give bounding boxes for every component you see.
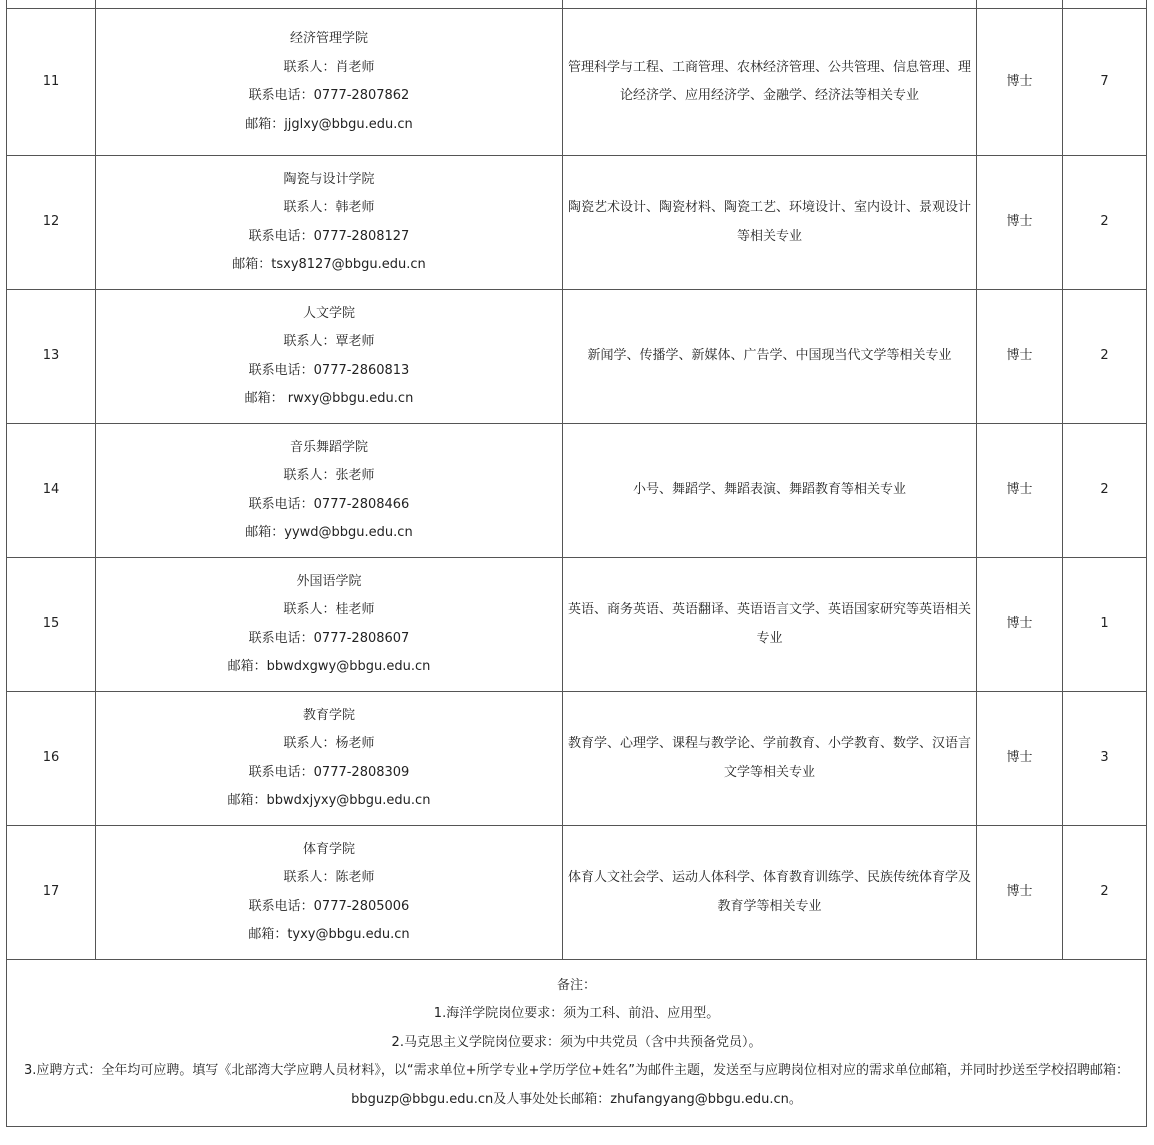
unit-contact-cell [96, 156, 563, 290]
degree-cell: 博士 [977, 558, 1063, 692]
note-line: 2.马克思主义学院岗位要求：须为中共党员（含中共预备党员）。 [391, 1034, 762, 1050]
contact-email: 邮箱：jjglxy@bbgu.edu.cn [245, 116, 413, 132]
contact-phone: 联系电话：0777-2808607 [248, 630, 410, 646]
contact-person: 联系人：桂老师 [283, 602, 375, 617]
headcount-cell: 2 [1063, 290, 1147, 424]
unit-contact-cell [96, 558, 563, 692]
table-row [7, 424, 1147, 558]
row-number: 15 [7, 558, 96, 692]
majors-cell: 陶瓷艺术设计、陶瓷材料、陶瓷工艺、环境设计、室内设计、景观设计等相关专业 [563, 156, 977, 290]
unit-contact-cell [96, 9, 563, 156]
headcount-cell: 2 [1063, 156, 1147, 290]
degree-cell: 博士 [977, 9, 1063, 156]
contact-email: 邮箱：tsxy8127@bbgu.edu.cn [232, 257, 426, 272]
row-number: 16 [7, 692, 96, 826]
notes-title: 备注： [556, 977, 596, 993]
note-line: 1.海洋学院岗位要求：须为工科、前沿、应用型。 [433, 1006, 720, 1022]
unit-name: 陶瓷与设计学院 [283, 171, 375, 187]
contact-person: 联系人：肖老师 [283, 59, 375, 75]
table-row-stub [7, 0, 1147, 9]
row-number: 13 [7, 290, 96, 424]
notes-row [7, 960, 1147, 1127]
row-number: 11 [7, 9, 96, 156]
row-number: 17 [7, 826, 96, 960]
unit-contact-cell [96, 826, 563, 960]
notes-cell [7, 960, 1147, 1127]
contact-email: 邮箱：bbwdxgwy@bbgu.edu.cn [227, 659, 431, 674]
table-row [7, 156, 1147, 290]
unit-name: 经济管理学院 [289, 31, 368, 46]
contact-phone: 联系电话：0777-2807862 [248, 88, 410, 103]
contact-phone: 联系电话：0777-2860813 [248, 362, 410, 378]
headcount-cell: 2 [1063, 424, 1147, 558]
contact-email: 邮箱：yywd@bbgu.edu.cn [245, 525, 413, 540]
contact-person: 联系人：覃老师 [283, 334, 375, 349]
degree-cell: 博士 [977, 692, 1063, 826]
headcount-cell: 1 [1063, 558, 1147, 692]
majors-cell: 教育学、心理学、课程与教学论、学前教育、小学教育、数学、汉语言文学等相关专业 [563, 692, 977, 826]
degree-cell: 博士 [977, 424, 1063, 558]
table-row [7, 692, 1147, 826]
contact-phone: 联系电话：0777-2805006 [248, 898, 410, 914]
contact-email: 邮箱： rwxy@bbgu.edu.cn [244, 391, 414, 406]
table-row [7, 558, 1147, 692]
unit-name: 外国语学院 [296, 573, 362, 589]
contact-person: 联系人：张老师 [283, 468, 375, 483]
contact-person: 联系人：杨老师 [283, 736, 375, 751]
degree-cell: 博士 [977, 156, 1063, 290]
unit-name: 人文学院 [302, 305, 355, 321]
majors-cell: 体育人文社会学、运动人体科学、体育教育训练学、民族传统体育学及教育学等相关专业 [563, 826, 977, 960]
contact-email: 邮箱：bbwdxjyxy@bbgu.edu.cn [227, 793, 431, 808]
headcount-cell: 3 [1063, 692, 1147, 826]
majors-cell: 新闻学、传播学、新媒体、广告学、中国现当代文学等相关专业 [563, 290, 977, 424]
degree-cell: 博士 [977, 290, 1063, 424]
unit-name: 体育学院 [302, 841, 355, 857]
unit-name: 教育学院 [302, 707, 355, 723]
contact-phone: 联系电话：0777-2808127 [248, 228, 410, 244]
contact-person: 联系人：陈老师 [283, 870, 375, 885]
unit-contact-cell [96, 424, 563, 558]
unit-name: 音乐舞蹈学院 [289, 439, 368, 455]
unit-contact-cell [96, 692, 563, 826]
contact-phone: 联系电话：0777-2808309 [248, 764, 410, 780]
unit-contact-cell [96, 290, 563, 424]
degree-cell: 博士 [977, 826, 1063, 960]
row-number: 14 [7, 424, 96, 558]
headcount-cell: 2 [1063, 826, 1147, 960]
table-row [7, 9, 1147, 156]
row-number: 12 [7, 156, 96, 290]
contact-phone: 联系电话：0777-2808466 [248, 496, 410, 512]
note-line: 3.应聘方式：全年均可应聘。填写《北部湾大学应聘人员材料》，以“需求单位+所学专业+学历学位+姓名”为邮件主题，发送至与应聘岗位相对应的需求单位邮箱，并同时抄送至学校招聘邮箱：bbguzp@bbgu.edu.cn及人事处处长邮箱：zhufangyang@bbgu.edu.cn。 [23, 1063, 1130, 1107]
majors-cell: 小号、舞蹈学、舞蹈表演、舞蹈教育等相关专业 [563, 424, 977, 558]
majors-cell: 英语、商务英语、英语翻译、英语语言文学、英语国家研究等英语相关专业 [563, 558, 977, 692]
table-row [7, 826, 1147, 960]
contact-person: 联系人：韩老师 [283, 200, 375, 215]
recruitment-table [6, 0, 1147, 1127]
headcount-cell: 7 [1063, 9, 1147, 156]
table-row [7, 290, 1147, 424]
majors-cell: 管理科学与工程、工商管理、农林经济管理、公共管理、信息管理、理论经济学、应用经济学、金融学、经济法等相关专业 [563, 9, 977, 156]
contact-email: 邮箱：tyxy@bbgu.edu.cn [248, 927, 410, 942]
